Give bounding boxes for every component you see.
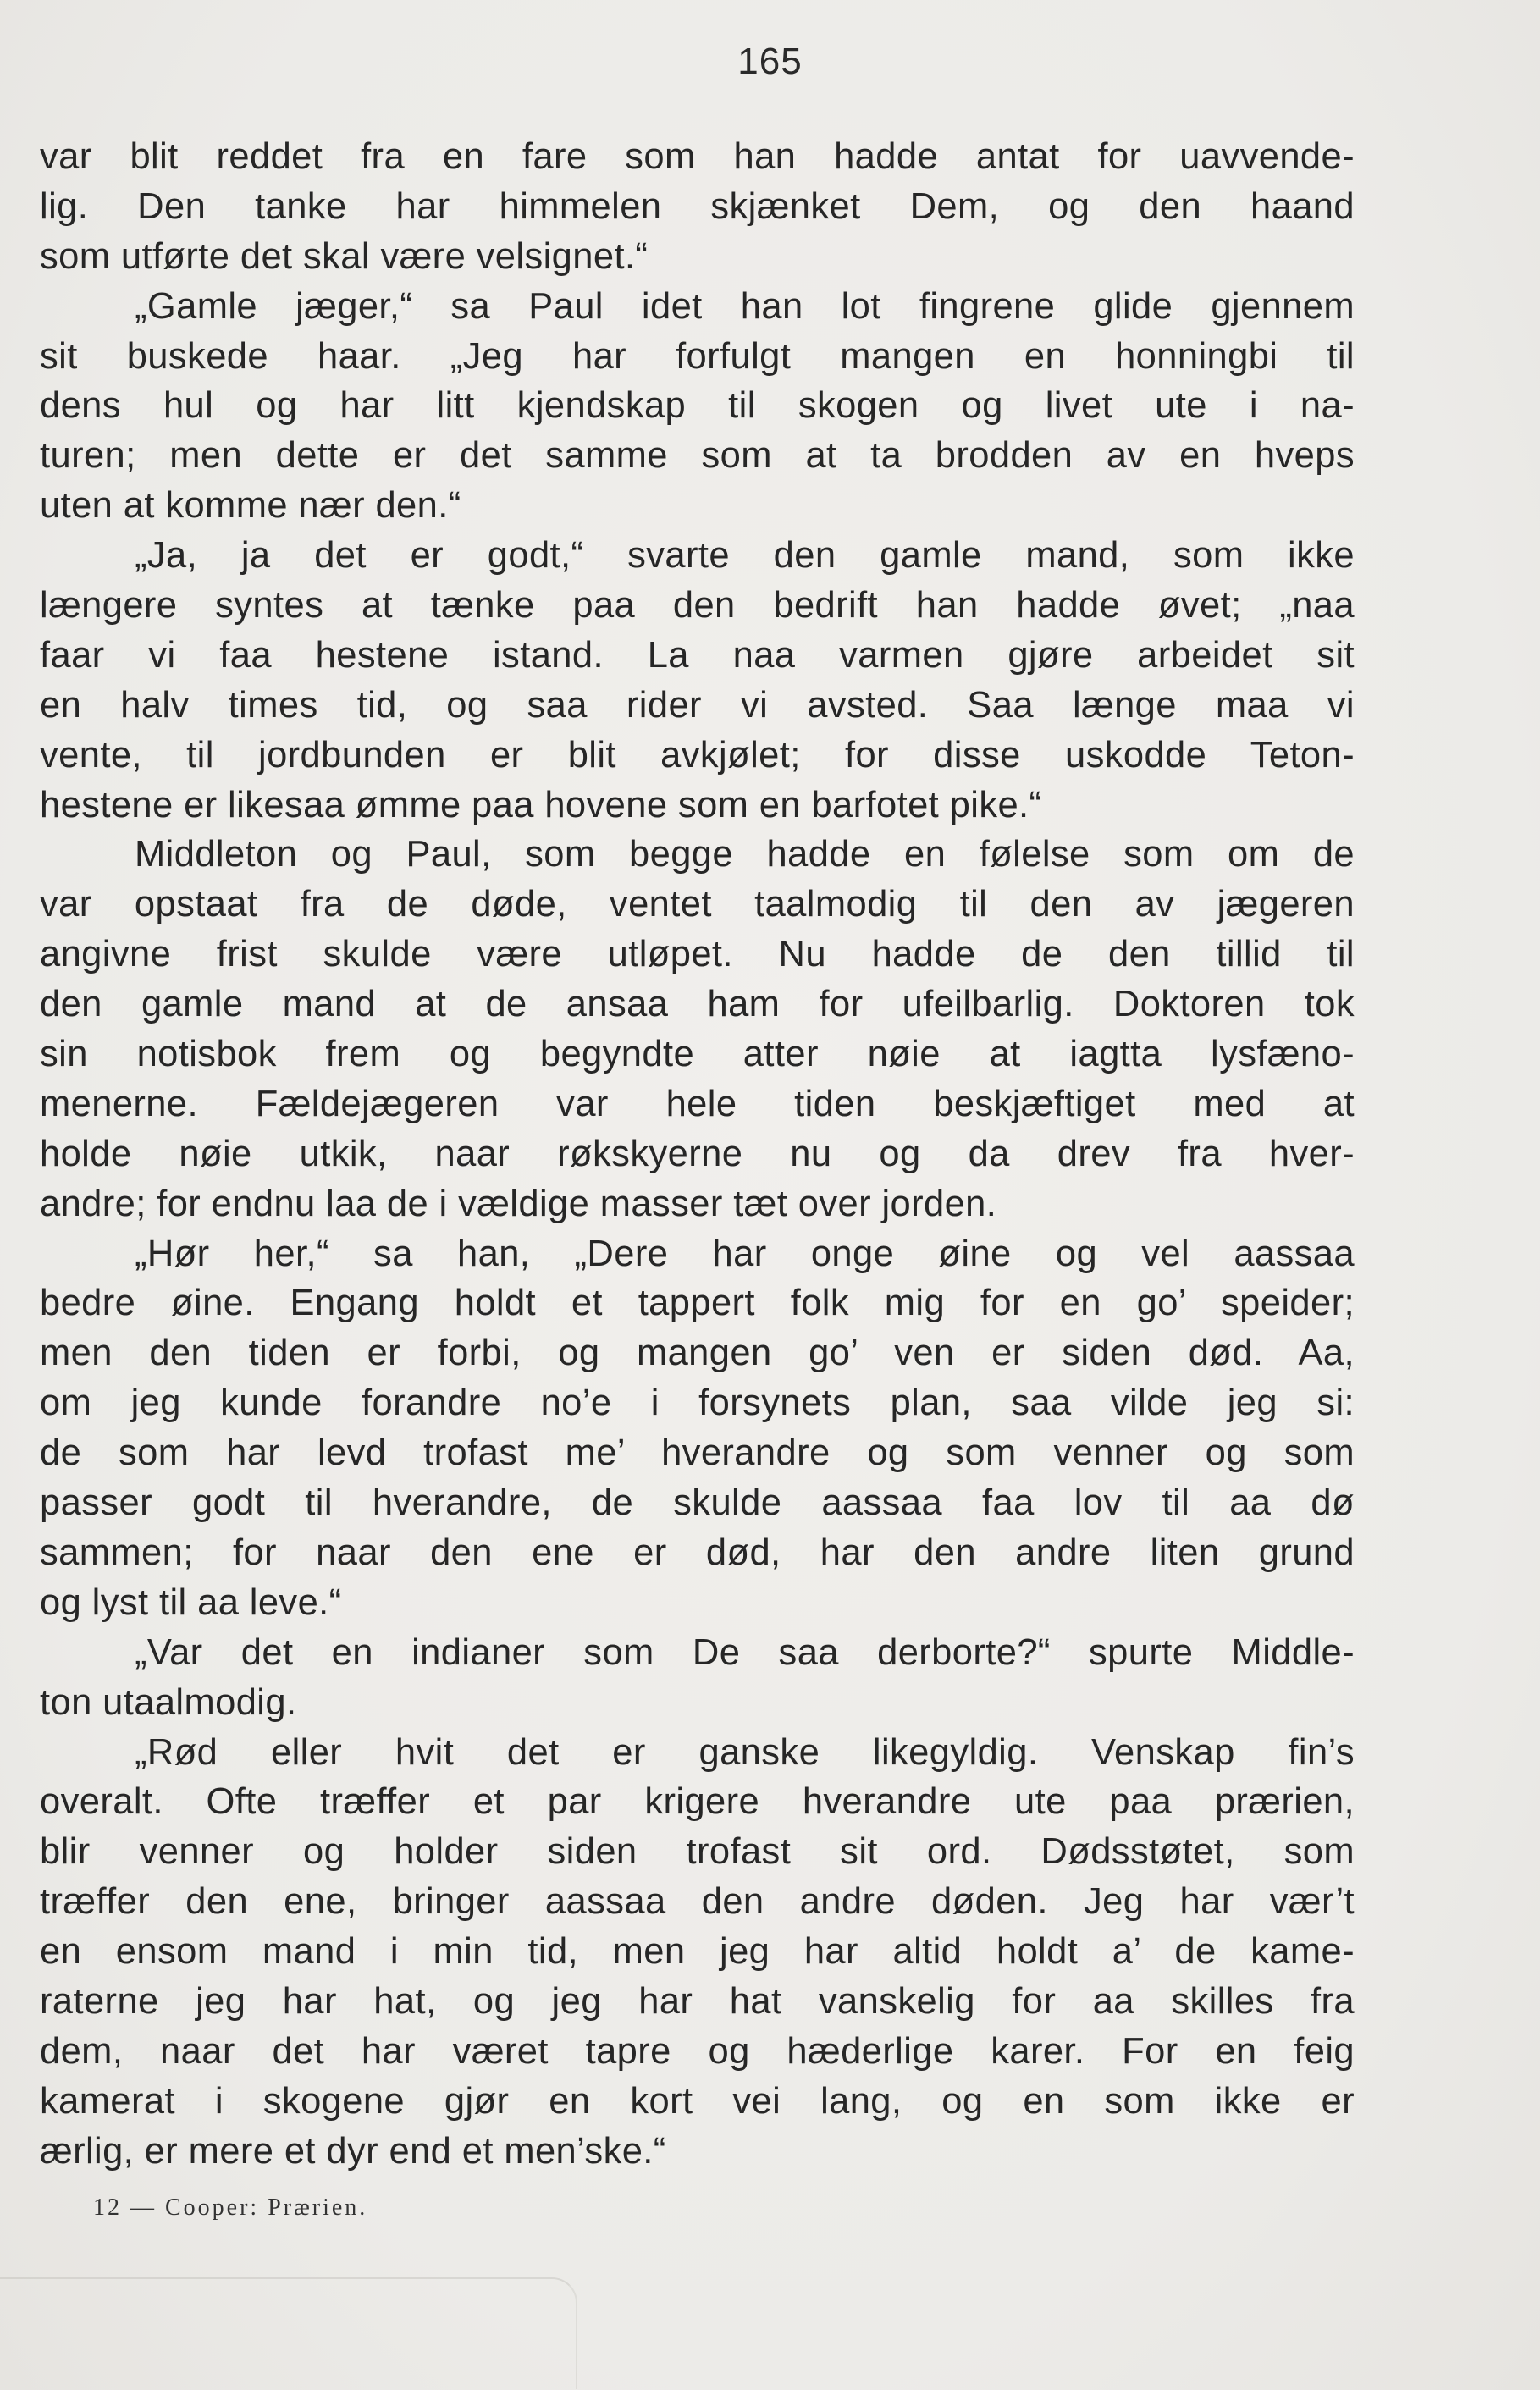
footer-signature: 12 — Cooper: Prærien. (93, 2194, 368, 2221)
text-line: vente, til jordbunden er blit avkjølet; for disse uskodde Teton- (40, 734, 1355, 776)
text-line: var opstaat fra de døde, ventet taalmodig til den av jægeren (40, 884, 1355, 925)
text-line: de som har levd trofast me’ hverandre og som venner og som (40, 1432, 1355, 1474)
page-number: 165 (737, 41, 803, 82)
text-line: overalt. Ofte træffer et par krigere hverandre ute paa prærien, (40, 1781, 1355, 1823)
text-line: sin notisbok frem og begyndte atter nøie at iagtta lysfæno- (40, 1034, 1355, 1075)
text-line: holde nøie utkik, naar røkskyerne nu og da drev fra hver- (40, 1133, 1355, 1174)
text-line: som utførte det skal være velsignet.“ (40, 235, 649, 277)
body-text (40, 132, 1355, 2177)
text-line: andre; for endnu laa de i vældige masser tæt over jorden. (40, 1183, 997, 1224)
text-line: lig. Den tanke har himmelen skjænket Dem, og den haand (40, 185, 1355, 227)
text-line: dem, naar det har været tapre og hæderlige karer. For en feig (40, 2030, 1355, 2072)
text-line: og lyst til aa leve.“ (40, 1581, 342, 1623)
text-line: „Rød eller hvit det er ganske likegyldig. Venskap fin’s (135, 1731, 1355, 1773)
text-line: uten at komme nær den.“ (40, 485, 461, 527)
text-line: men den tiden er forbi, og mangen go’ ven er siden død. Aa, (40, 1333, 1355, 1374)
text-line: kamerat i skogene gjør en kort vei lang, og en som ikke er (40, 2080, 1355, 2122)
text-line: den gamle mand at de ansaa ham for ufeilbarlig. Doktoren tok (40, 984, 1355, 1025)
text-line: „Var det en indianer som De saa derborte?“ spurte Middle- (135, 1631, 1355, 1673)
text-line: ærlig, er mere et dyr end et men’ske.“ (40, 2130, 666, 2172)
text-line: faar vi faa hestene istand. La naa varmen gjøre arbeidet sit (40, 634, 1355, 676)
text-line: Middleton og Paul, som begge hadde en følelse som om de (135, 834, 1355, 875)
page-edge-mark (0, 2277, 577, 2389)
text-line: passer godt til hverandre, de skulde aassaa faa lov til aa dø (40, 1482, 1355, 1524)
text-line: sammen; for naar den ene er død, har den andre liten grund (40, 1532, 1355, 1573)
text-line: en halv times tid, og saa rider vi avsted. Saa længe maa vi (40, 684, 1355, 726)
text-line: bedre øine. Engang holdt et tappert folk mig for en go’ speider; (40, 1283, 1355, 1324)
text-line: „Gamle jæger,“ sa Paul idet han lot fingrene glide gjennem (135, 285, 1355, 327)
text-line: „Hør her,“ sa han, „Dere har onge øine og vel aassaa (135, 1233, 1355, 1274)
text-line: menerne. Fældejægeren var hele tiden beskjæftiget med at (40, 1083, 1355, 1124)
text-line: blir venner og holder siden trofast sit ord. Dødsstøtet, som (40, 1831, 1355, 1873)
text-line: længere syntes at tænke paa den bedrift han hadde øvet; „naa (40, 585, 1355, 626)
text-line: en ensom mand i min tid, men jeg har altid holdt a’ de kame- (40, 1931, 1355, 1973)
text-line: dens hul og har litt kjendskap til skogen og livet ute i na- (40, 385, 1355, 427)
text-line: om jeg kunde forandre no’e i forsynets plan, saa vilde jeg si: (40, 1383, 1355, 1424)
text-line: sit buskede haar. „Jeg har forfulgt mangen en honningbi til (40, 335, 1355, 377)
text-line: „Ja, ja det er godt,“ svarte den gamle mand, som ikke (135, 535, 1355, 577)
text-line: var blit reddet fra en fare som han hadde antat for uavvende- (40, 136, 1355, 177)
text-line: ton utaalmodig. (40, 1681, 297, 1723)
text-line: angivne frist skulde være utløpet. Nu hadde de den tillid til (40, 934, 1355, 975)
text-line: turen; men dette er det samme som at ta brodden av en hveps (40, 435, 1355, 477)
text-line: raterne jeg har hat, og jeg har hat vanskelig for aa skilles fra (40, 1980, 1355, 2022)
text-line: hestene er likesaa ømme paa hovene som en barfotet pike.“ (40, 784, 1042, 825)
text-line: træffer den ene, bringer aassaa den andre døden. Jeg har vær’t (40, 1881, 1355, 1923)
